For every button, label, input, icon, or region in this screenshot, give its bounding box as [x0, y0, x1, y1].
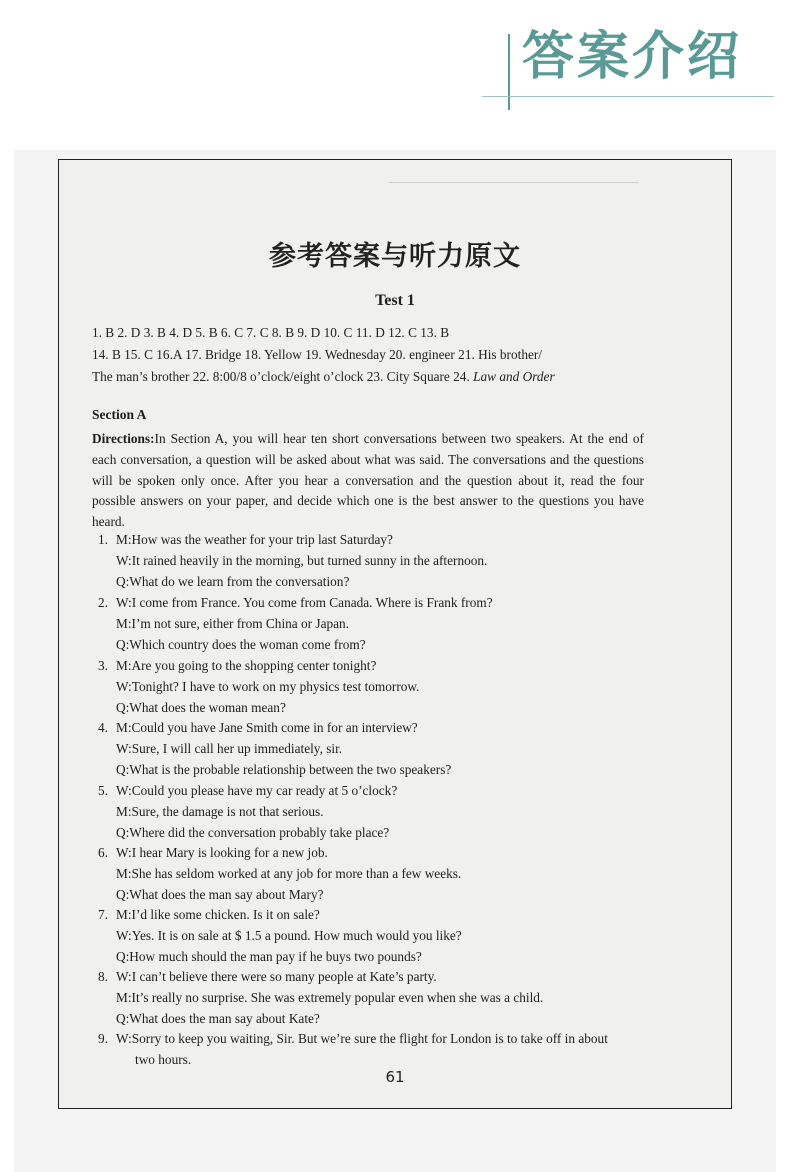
conv-2-line-3: Q:Which country does the woman come from? — [116, 637, 366, 652]
answer-24-italic: Law and Order — [473, 369, 555, 384]
answer-line-3 — [92, 366, 692, 388]
conv-6-line-2: M:She has seldom worked at any job for more than a few weeks. — [116, 866, 462, 881]
conv-9-line-2: two hours. — [135, 1052, 192, 1067]
conv-1-line-3: Q:What do we learn from the conversation? — [116, 574, 350, 589]
conv-7-num: 7. — [98, 907, 108, 922]
conv-5-line-3: Q:Where did the conversation probably take place? — [116, 825, 390, 840]
section-title: Section A — [92, 407, 147, 422]
directions-label: Directions: — [92, 431, 155, 446]
conv-3-line-2: W:Tonight? I have to work on my physics test tomorrow. — [116, 679, 420, 694]
book-page-title: 参考答案与听力原文 — [269, 241, 521, 272]
conv-9-line-1: W:Sorry to keep you waiting, Sir. But we’re sure the flight for London is to take off in about — [116, 1031, 608, 1046]
conv-2-line-2: M:I’m not sure, either from China or Japan. — [116, 616, 350, 631]
header-cross-horizontal — [482, 96, 774, 97]
conv-1-line-1: M:How was the weather for your trip last Saturday? — [116, 532, 393, 547]
conv-5-num: 5. — [98, 783, 108, 798]
answer-line-2: 14. B 15. C 16.A 17. Bridge 18. Yellow 19. Wednesday 20. engineer 21. His brother/ — [92, 347, 543, 362]
bleed-through-rule — [389, 182, 639, 193]
conv-8-line-2: M:It’s really no surprise. She was extremely popular even when she was a child. — [116, 990, 544, 1005]
conv-5-line-1: W:Could you please have my car ready at 5 o’clock? — [116, 783, 398, 798]
page-number: 61 — [385, 1068, 405, 1086]
conv-8-num: 8. — [98, 969, 108, 984]
conv-9-num: 9. — [98, 1031, 108, 1046]
conv-6-line-1: W:I hear Mary is looking for a new job. — [116, 845, 328, 860]
test-title: Test 1 — [375, 292, 415, 309]
conv-6-line-3: Q:What does the man say about Mary? — [116, 887, 324, 902]
conv-4-line-3: Q:What is the probable relationship between the two speakers? — [116, 762, 452, 777]
conv-8-line-3: Q:What does the man say about Kate? — [116, 1011, 320, 1026]
directions-text: In Section A, you will hear ten short conversations between two speakers. At the end of each conversation, a question will be asked about what was said. The conversations and the questions will be spoken only once. After you hear a conversation and the question about it, read the four possible answers on your paper, and decide which one is the best answer to the questions you have heard. — [92, 431, 644, 530]
conv-3-line-3: Q:What does the woman mean? — [116, 700, 286, 715]
conv-1-num: 1. — [98, 532, 108, 547]
header-cross-vertical — [508, 34, 510, 110]
conv-4-line-1: M:Could you have Jane Smith come in for an interview? — [116, 720, 418, 735]
answer-line-3a: The man’s brother 22. 8:00/8 o’clock/eight o’clock 23. City Square 24. — [92, 369, 474, 384]
answer-key — [92, 322, 692, 388]
conv-4-num: 4. — [98, 720, 108, 735]
conv-7-line-3: Q:How much should the man pay if he buys two pounds? — [116, 949, 422, 964]
conv-2-num: 2. — [98, 595, 108, 610]
conv-3-line-1: M:Are you going to the shopping center tonight? — [116, 658, 377, 673]
scanned-page — [58, 159, 732, 1109]
directions-paragraph — [92, 429, 644, 533]
conv-5-line-2: M:Sure, the damage is not that serious. — [116, 804, 324, 819]
conv-8-line-1: W:I can’t believe there were so many people at Kate’s party. — [116, 969, 437, 984]
conv-7-line-1: M:I’d like some chicken. Is it on sale? — [116, 907, 320, 922]
conv-6-num: 6. — [98, 845, 108, 860]
answer-line-1: 1. B 2. D 3. B 4. D 5. B 6. C 7. C 8. B 9. D 10. C 11. D 12. C 13. B — [92, 325, 450, 340]
conv-7-line-2: W:Yes. It is on sale at $ 1.5 a pound. How much would you like? — [116, 928, 462, 943]
conv-4-line-2: W:Sure, I will call her up immediately, sir. — [116, 741, 343, 756]
header-title: 答案介绍 — [522, 27, 743, 87]
conv-1-line-2: W:It rained heavily in the morning, but turned sunny in the afternoon. — [116, 553, 488, 568]
conv-3-num: 3. — [98, 658, 108, 673]
conv-2-line-1: W:I come from France. You come from Canada. Where is Frank from? — [116, 595, 493, 610]
